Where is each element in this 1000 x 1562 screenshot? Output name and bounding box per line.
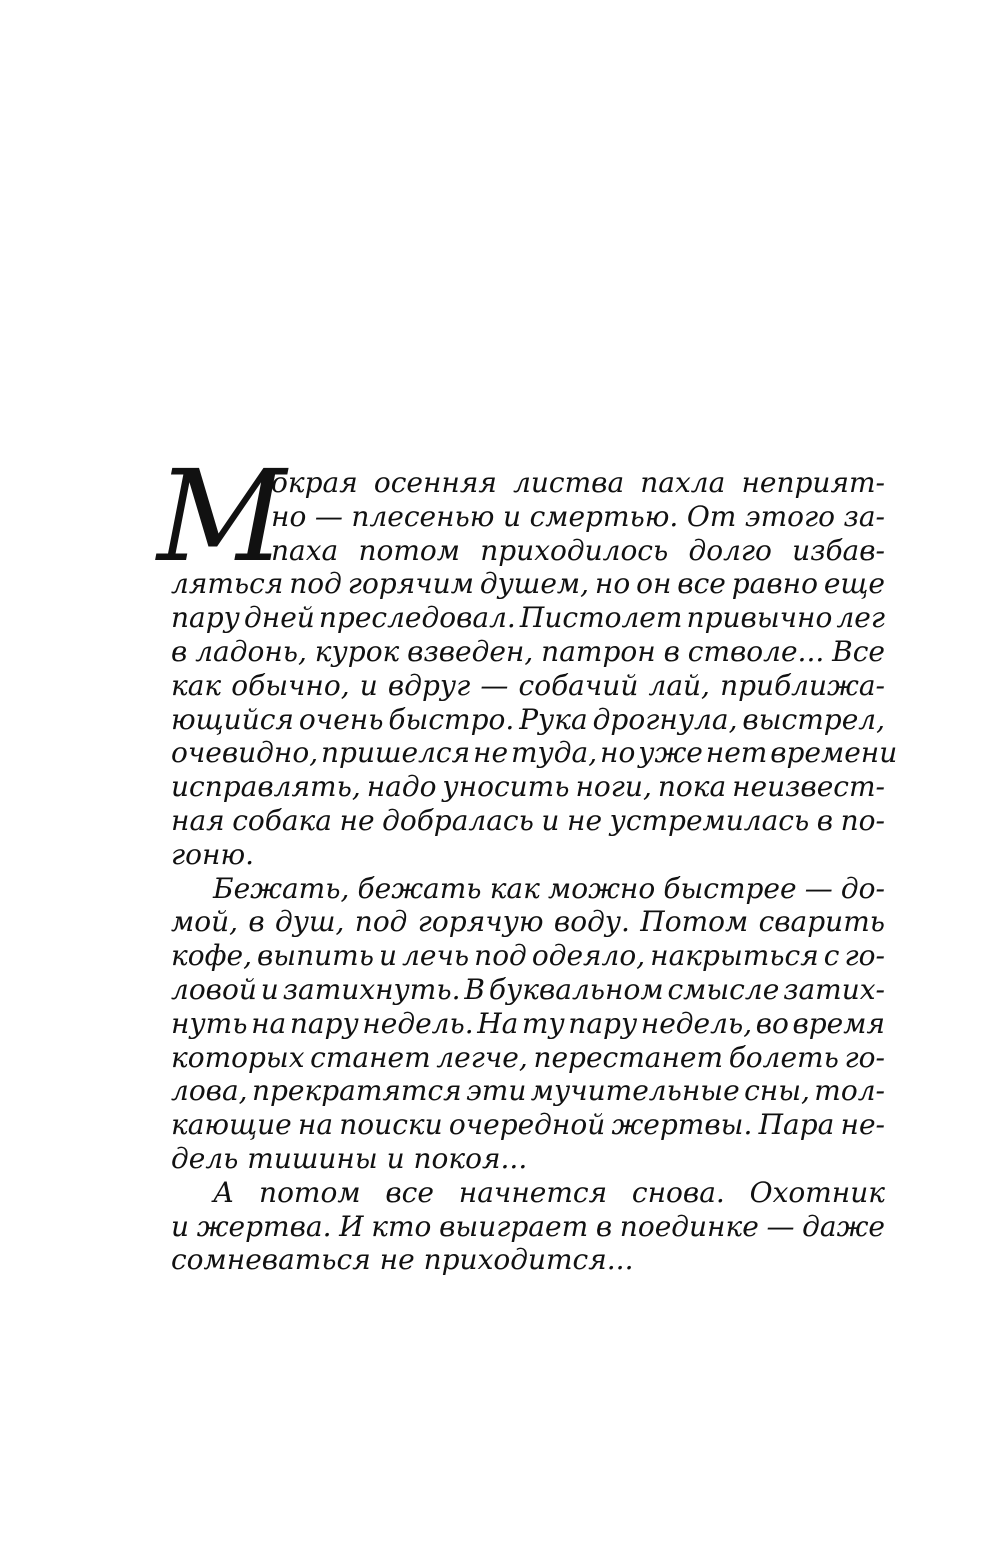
text-line: А потом все начнется снова. Охотник <box>213 1175 885 1209</box>
text-line: лова, прекратятся эти мучительные сны, тол- <box>171 1074 885 1108</box>
text-line: которых станет легче, перестанет болеть го- <box>171 1040 885 1074</box>
text-line: ляться под горячим душем, но он все равно еще <box>171 567 885 601</box>
text-line: сомневаться не приходится... <box>171 1243 634 1277</box>
text-line: исправлять, надо уносить ноги, пока неизвест- <box>171 770 885 804</box>
text-line: дель тишины и покоя... <box>171 1141 528 1175</box>
text-line: но — плесенью и смертью. От этого за- <box>271 499 885 533</box>
text-line: как обычно, и вдруг — собачий лай, приближа- <box>171 668 885 702</box>
text-line: в ладонь, курок взведен, патрон в стволе... Все <box>171 634 885 668</box>
text-line: гоню. <box>171 837 255 871</box>
text-line: ная собака не добралась и не устремилась в по- <box>171 803 885 837</box>
text-line: мой, в душ, под горячую воду. Потом сварить <box>171 905 885 939</box>
paragraph-3 <box>171 1176 885 1277</box>
paragraph-2 <box>171 872 885 1176</box>
text-line: и жертва. И кто выиграет в поединке — даже <box>171 1209 885 1243</box>
text-line: Бежать, бежать как можно быстрее — до- <box>213 871 885 905</box>
text-line: окрая осенняя листва пахла неприят- <box>271 466 885 499</box>
text-line: кающие на поиски очередной жертвы. Пара не- <box>171 1108 885 1142</box>
text-line: пару дней преследовал. Пистолет привычно лег <box>171 601 885 635</box>
paragraph-1-continued <box>171 567 898 871</box>
text-line: паха потом приходилось долго избав- <box>271 533 885 567</box>
text-line: нуть на пару недель. На ту пару недель, во время <box>171 1006 885 1040</box>
text-line: ющийся очень быстро. Рука дрогнула, выстрел, <box>171 702 885 736</box>
text-line: очевидно, пришелся не туда, но уже нет времени <box>171 736 898 770</box>
text-line: кофе, выпить и лечь под одеяло, накрыться с го- <box>171 939 885 973</box>
drop-cap: М <box>157 443 287 590</box>
body-text <box>157 443 898 1277</box>
text-line: ловой и затихнуть. В буквальном смысле затих- <box>171 972 885 1006</box>
